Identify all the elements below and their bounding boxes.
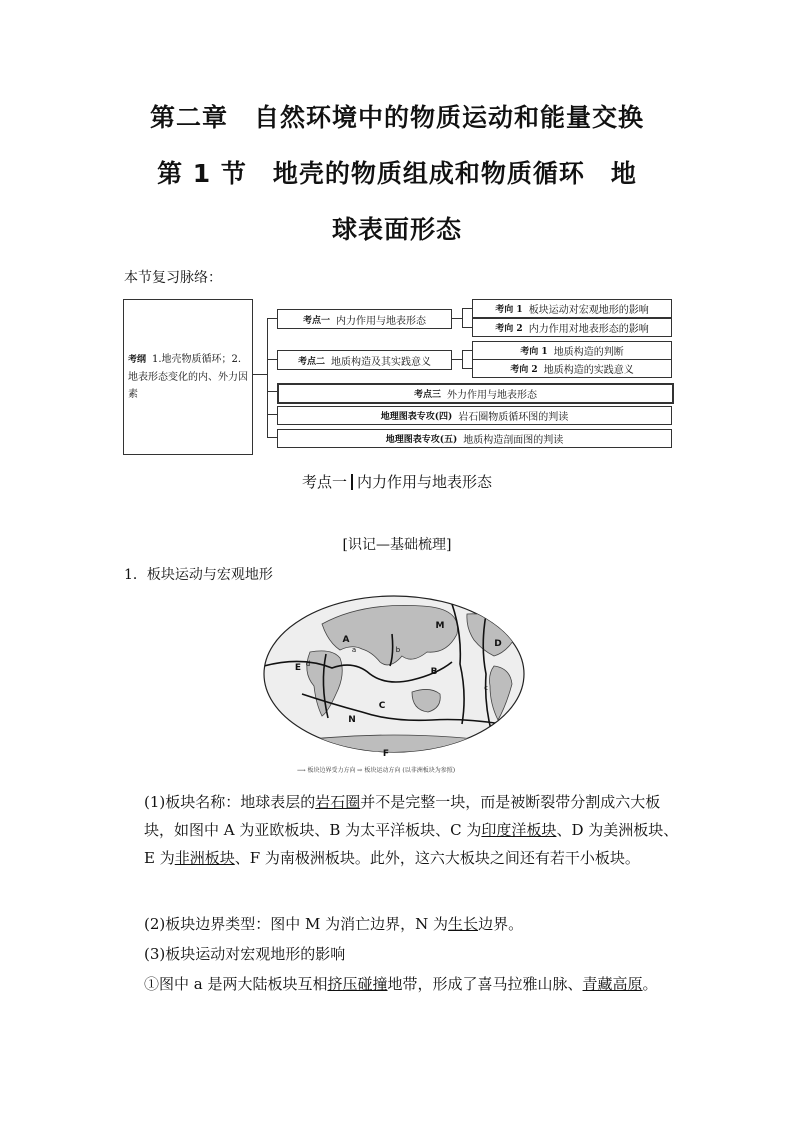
antarctica-landmass [272,735,516,766]
node-tag: 地理图表专攻(四) [380,412,453,422]
text-run: (1)板块名称：地球表层的 [144,793,316,811]
text-run: 边界。 [478,915,524,933]
map-label-E: E [294,663,302,673]
connector [267,359,277,360]
connector [462,350,472,351]
answer-blank: 岩石圈 [315,793,361,811]
text-run: ①图中 a 是两大陆板块互相 [144,975,328,993]
connector [462,368,472,369]
map-label-A: A [342,635,350,645]
outline-node-kaoxiang-1-2 [472,318,672,337]
kaodian-label: 考点一 [301,473,347,491]
node-text: 内力作用对地表形态的影响 [528,324,649,335]
review-outline-diagram [120,296,676,462]
node-tag: 考向 1 [495,305,523,315]
map-label-c: c [484,684,488,692]
outline-node-kaoxiang-2-1 [472,341,672,360]
connector [267,318,277,319]
subheading: [识记—基础梳理] [342,537,452,553]
paragraph-collision-zone [144,970,684,998]
legend-arrow-icon: ⟶ [297,767,306,774]
paragraph-plate-names [144,788,680,872]
connector [462,308,463,328]
section-title: 第 1 节 地壳的物质组成和物质循环 地 [157,159,637,188]
outline-node-kaodian-2 [277,350,452,370]
map-label-b: b [395,646,401,654]
map-label-d: d [305,660,311,668]
node-tag: 考点一 [302,315,330,326]
node-tag: 考向 1 [520,347,548,357]
map-label-N: N [348,715,356,725]
node-tag: 考向 2 [510,365,538,375]
review-outline-label: 本节复习脉络： [124,270,222,286]
answer-blank: 印度洋板块 [481,821,557,839]
section-title-cont: 球表面形态 [331,215,462,244]
text-run: 地带，形成了喜马拉雅山脉、 [387,975,583,993]
legend-plate-motion: 板块运动方向 [364,767,401,774]
legend-reference-note: (以非洲板块为参照) [402,767,456,774]
node-text: 岩石圈物质循环图的判读 [458,412,569,423]
node-text: 地质构造的实践意义 [543,365,634,376]
node-text: 外力作用与地表形态 [447,390,537,401]
connector [267,414,277,415]
outline-node-chart-special-4 [277,406,672,425]
node-text: 板块运动对宏观地形的影响 [528,305,649,316]
outline-node-kaodian-3 [277,383,674,404]
connector [462,327,472,328]
outline-node-kaoxiang-2-2 [472,359,672,378]
map-label-D: D [494,639,502,649]
outline-root-text: 1.地壳物质循环；2.地表形态变化的内、外力因素 [128,354,248,400]
heading-divider [351,474,353,490]
outline-node-kaoxiang-1-1 [472,299,672,318]
chapter-title: 第二章 自然环境中的物质运动和能量交换 [149,103,644,132]
text-run: 、F 为南极洲板块。此外，这六大板块之间还有若干小板块。 [234,849,640,867]
connector [267,318,268,438]
outline-node-chart-special-5 [277,429,672,448]
answer-blank: 青藏高原 [582,975,643,993]
map-label-C: C [378,701,386,711]
connector [462,308,472,309]
node-tag: 考点二 [297,356,325,367]
map-label-M: M [435,621,445,631]
node-text: 内力作用与地表形态 [336,315,426,327]
outline-root-tag: 考纲 [128,355,147,365]
node-tag: 考点三 [413,390,441,400]
answer-blank: 生长 [448,915,479,933]
paragraph-boundary-types [144,910,680,938]
connector [267,391,277,392]
connector [267,437,277,438]
text-run: (2)板块边界类型：图中 M 为消亡边界，N 为 [144,915,449,933]
outline-node-kaodian-1 [277,309,452,329]
plate-map [262,594,526,766]
node-text: 地质构造及其实践意义 [331,356,431,368]
legend-hollow-arrow-icon: ⇨ [357,767,363,774]
node-text: 地质构造的判断 [553,347,624,358]
paragraph-plate-influence: (3)板块运动对宏观地形的影响 [144,945,346,963]
node-tag: 地理图表专攻(五) [385,435,458,445]
legend-boundary-force: 板块边界受力方向 [307,767,356,774]
answer-blank: 挤压碰撞 [327,975,388,993]
kaodian-text: 内力作用与地表形态 [357,473,493,491]
text-run: 。 [642,975,658,993]
text-run: 、D 为美洲板块、E 为 [144,821,679,867]
kaodian-heading [0,471,794,492]
text-run: 并不是完整一块，而是被断裂带分割成六大板块，如图中 A 为亚欧板块、B 为太平洋板块、C 为 [144,793,661,839]
connector [253,374,267,375]
map-label-a: a [351,646,357,654]
outline-root [123,299,253,455]
node-text: 地质构造剖面图的判读 [463,435,564,446]
answer-blank: 非洲板块 [174,849,235,867]
item-heading: 1．板块运动与宏观地形 [124,567,273,583]
connector [462,350,463,369]
node-tag: 考向 2 [495,324,523,334]
map-label-F: F [382,749,390,759]
map-label-B: B [430,667,438,677]
map-legend [297,765,455,774]
